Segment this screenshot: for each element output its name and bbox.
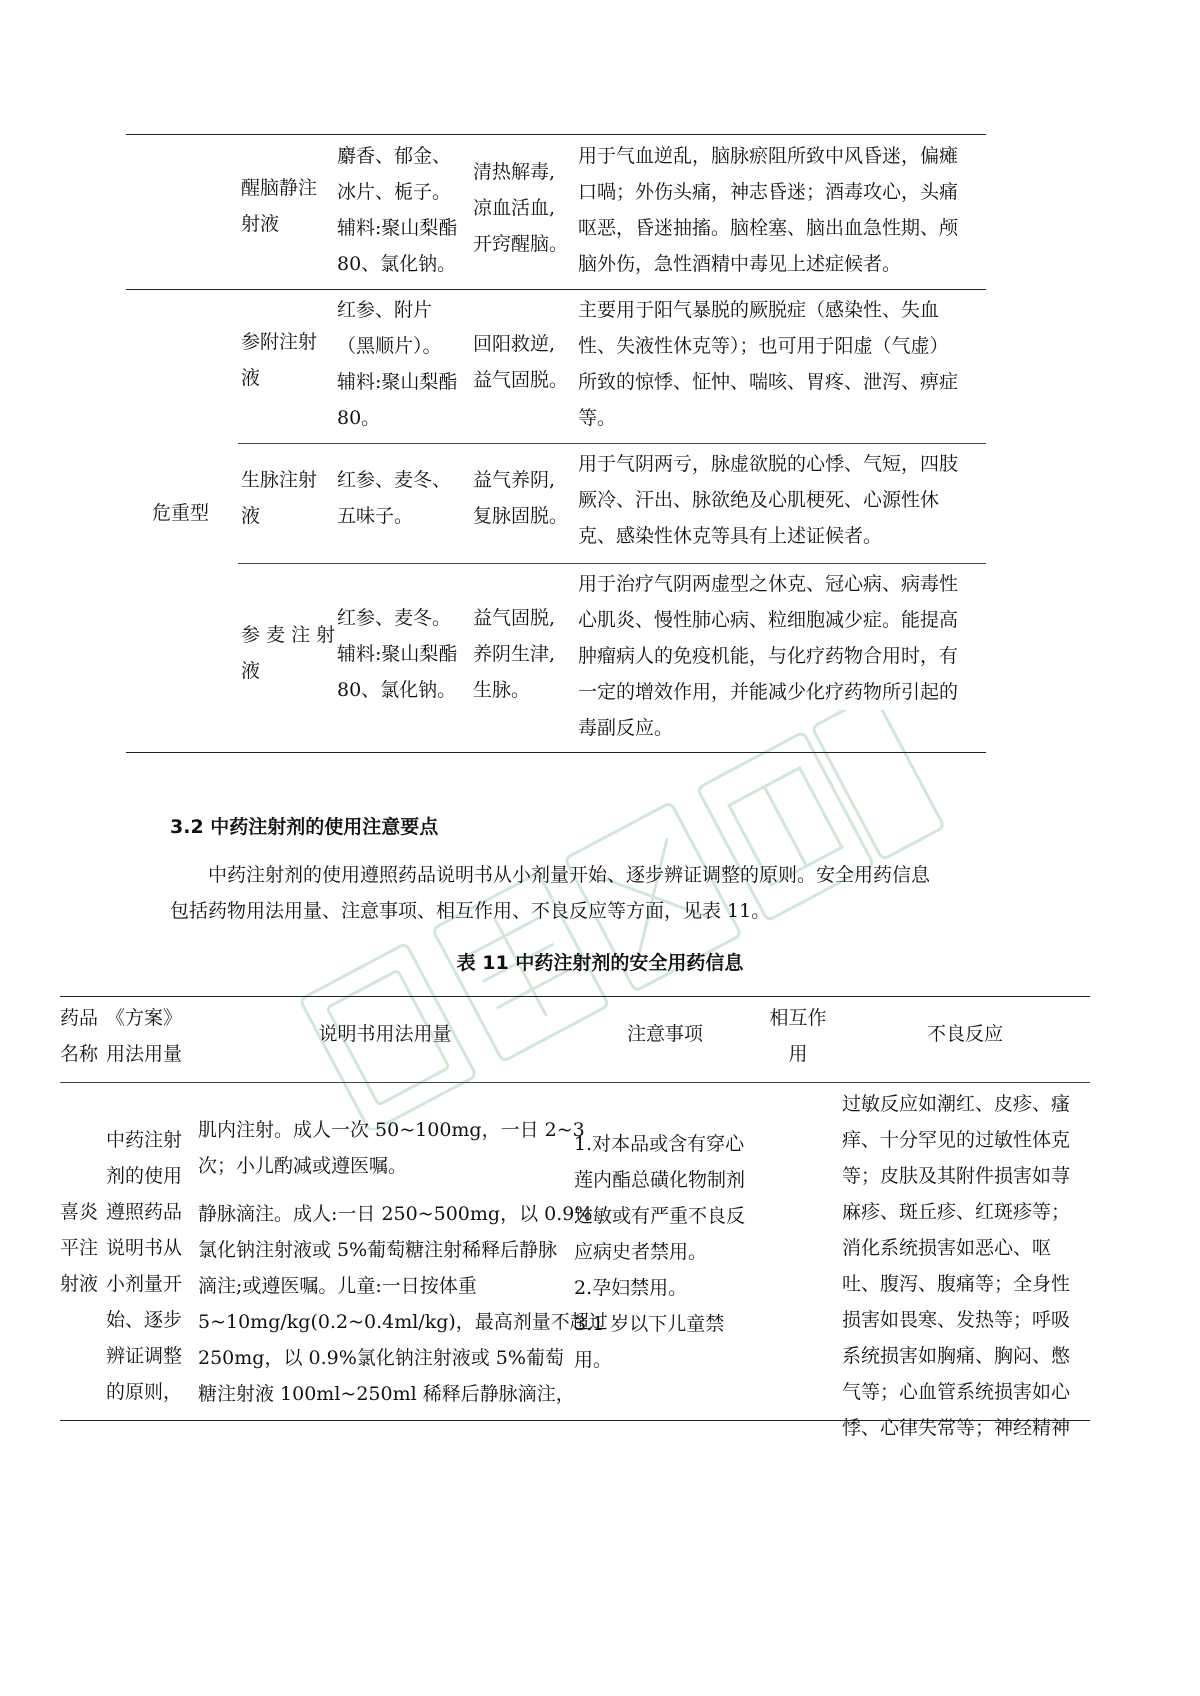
row-label-usage-iv: 静脉滴注。成人:一日 250~500mg，以 0.9% 氯化钠注射液或 5%葡萄糖注射稀释后静脉 滴注;或遵医嘱。儿童:一日按体重 5~10mg/kg(0.2~0.4ml/kg)，最高剂量不超过 250mg，以 0.9%氯化钠注射液或 5%葡萄 糖注射液 100ml~250ml 稀释后静脉滴注， <box>198 1203 608 1405</box>
function-shengmai: 益气养阴, 复脉固脱。 <box>473 469 569 527</box>
ingredients-xingnaojing: 麝香、郁金、 冰片、栀子。 辅料:聚山梨酯 80、氯化钠。 <box>337 145 458 275</box>
header-cautions: 注意事项 <box>626 1023 703 1045</box>
table-caption: 表 11 中药注射剂的安全用药信息 <box>456 952 744 974</box>
drug-name-shenmai: 参 麦 注 射 液 <box>241 624 336 682</box>
row-plan-usage: 中药注射 剂的使用 遵照药品 说明书从 小剂量开 始、逐步 辨证调整 的原则， <box>106 1129 183 1403</box>
ingredients-shenfu: 红参、附片 （黑顺片）。 辅料:聚山梨酯 80。 <box>337 299 458 429</box>
function-xingnaojing: 清热解毒, 凉血活血, 开窍醒脑。 <box>473 161 569 255</box>
table11-bottom-rule <box>60 1420 1090 1421</box>
ingredients-shenmai: 红参、麦冬。 辅料:聚山梨酯 80、氯化钠。 <box>337 607 458 701</box>
drug-name-shenfu: 参附注射 液 <box>241 331 318 389</box>
header-interactions: 相互作 用 <box>769 1007 827 1065</box>
indication-shenmai: 用于治疗气阴两虚型之休克、冠心病、病毒性 心肌炎、慢性肺心病、粒细胞减少症。能提高 肿瘤病人的免疫机能，与化疗药物合用时，有 一定的增效作用，并能减少化疗药物所引起的 毒副反应。 <box>578 573 959 739</box>
drug-name-shengmai: 生脉注射 液 <box>241 469 318 527</box>
table-top-rule <box>126 134 986 135</box>
section-heading: 3.2 中药注射剂的使用注意要点 <box>170 816 439 838</box>
table-bottom-rule <box>126 752 986 753</box>
row-adverse: 过敏反应如潮红、皮疹、瘙 痒、十分罕见的过敏性体克 等；皮肤及其附件损害如荨 麻疹、斑丘疹、红斑疹等； 消化系统损害如恶心、呕 吐、腹泻、腹痛等；全身性 损害如畏寒、发热等；呼吸 系统损害如胸痛、胸闷、憋 气等；心血管系统损害如心 悸、心律失常等；神经精神 <box>842 1093 1071 1439</box>
table11-top-rule <box>60 996 1090 997</box>
paragraph-line-2: 包括药物用法用量、注意事项、相互作用、不良反应等方面，见表 11。 <box>170 900 771 922</box>
row-cautions: 1.对本品或含有穿心 莲内酯总磺化物制剂 过敏或有严重不良反 应病史者禁用。 2.孕妇禁用。 3.1 岁以下儿童禁 用。 <box>574 1133 746 1371</box>
row-drug-name: 喜炎 平注 射液 <box>60 1201 99 1295</box>
indication-xingnaojing: 用于气血逆乱，脑脉瘀阻所致中风昏迷，偏瘫 口喎；外伤头痛，神志昏迷；酒毒攻心，头痛 呕恶，昏迷抽搐。脑栓塞、脑出血急性期、颅 脑外伤，急性酒精中毒见上述症候者。 <box>578 145 959 275</box>
indication-shenfu: 主要用于阳气暴脱的厥脱症（感染性、失血 性、失液性休克等）；也可用于阳虚（气虚） 所致的惊悸、怔忡、喘咳、胃疼、泄泻、痹症 等。 <box>578 299 959 429</box>
row-divider <box>126 289 986 290</box>
row-divider <box>238 563 986 564</box>
row-divider <box>238 443 986 444</box>
header-adverse: 不良反应 <box>926 1023 1003 1045</box>
indication-shengmai: 用于气阴两亏，脉虚欲脱的心悸、气短，四肢 厥冷、汗出、脉欲绝及心肌梗死、心源性休 克、感染性休克等具有上述证候者。 <box>578 453 959 547</box>
header-plan-usage: 《方案》 用法用量 <box>106 1007 183 1065</box>
header-label-usage: 说明书用法用量 <box>318 1023 452 1045</box>
function-shenmai: 益气固脱, 养阴生津, 生脉。 <box>473 607 556 701</box>
drug-name-xingnaojing: 醒脑静注 射液 <box>241 177 318 235</box>
row-label-usage-im: 肌内注射。成人一次 50~100mg，一日 2~3 次；小儿酌减或遵医嘱。 <box>198 1119 585 1177</box>
ingredients-shengmai: 红参、麦冬、 五味子。 <box>337 469 452 527</box>
header-drug-name: 药品 名称 <box>60 1007 99 1065</box>
category-label: 危重型 <box>152 502 210 524</box>
table11-header-rule <box>60 1082 1090 1083</box>
paragraph-line-1: 中药注射剂的使用遵照药品说明书从小剂量开始、逐步辨证调整的原则。安全用药信息 <box>208 864 931 886</box>
function-shenfu: 回阳救逆, 益气固脱。 <box>473 333 569 391</box>
